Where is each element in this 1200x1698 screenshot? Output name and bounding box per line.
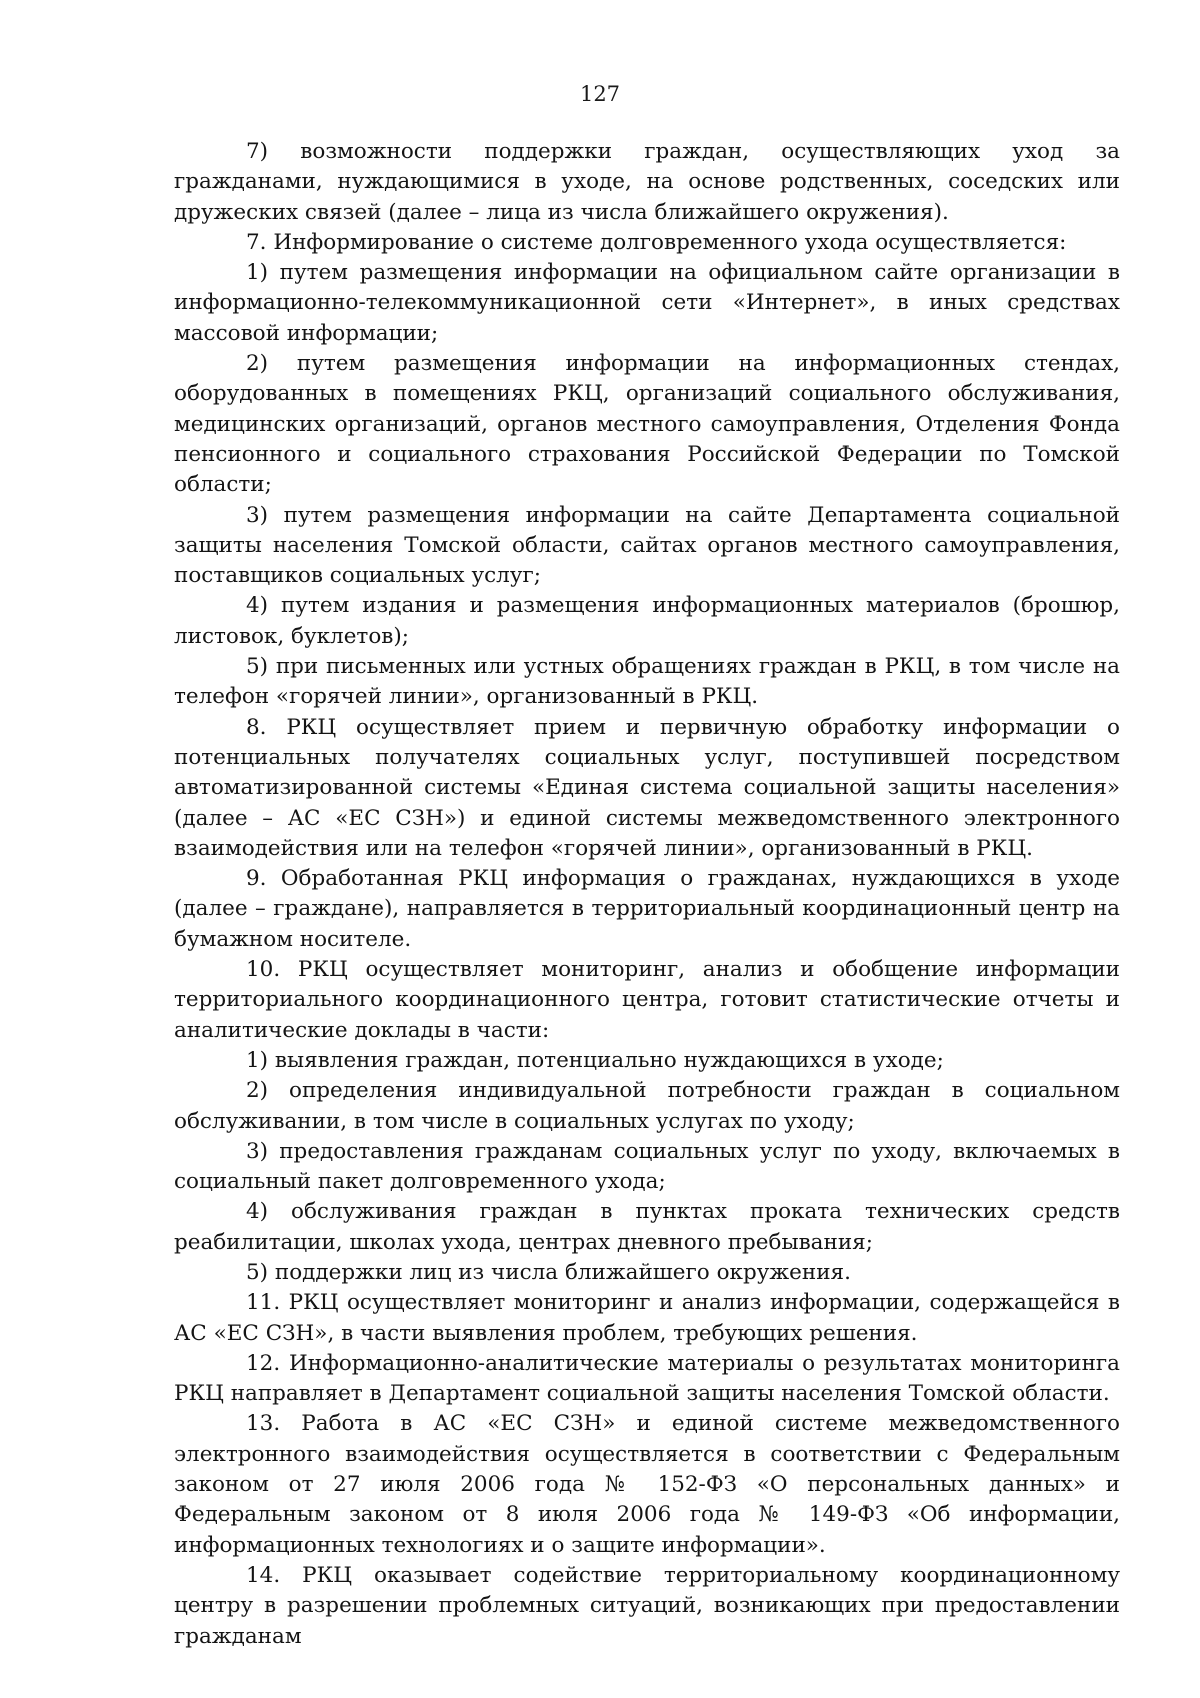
paragraph: 2) определения индивидуальной потребности граждан в социальном обслуживании, в том числе в социальных услугах по уходу;: [174, 1078, 1120, 1134]
paragraph: 4) путем издания и размещения информационных материалов (брошюр, листовок, буклетов);: [174, 593, 1120, 649]
paragraph: 7) возможности поддержки граждан, осуществляющих уход за гражданами, нуждающимися в уходе, на основе родственных, соседских или дружеских связей (далее – лица из числа ближайшего окружения).: [174, 139, 1120, 225]
paragraph: 12. Информационно-аналитические материалы о результатах мониторинга РКЦ направляет в Департамент социальной защиты населения Томской области.: [174, 1350, 1120, 1407]
paragraph: 13. Работа в АС «ЕС СЗН» и единой системе межведомственного электронного взаимодействия осуществляется в соответствии с Федеральным законом от 27 июля 2006 года № 152-ФЗ «О персональных данных» и Федеральным законом от 8 июля 2006 года № 149-ФЗ «Об информации, информационных технологиях и о защите информации».: [174, 1411, 1120, 1558]
paragraph: 10. РКЦ осуществляет мониторинг, анализ и обобщение информации территориального координационного центра, готовит статистические отчеты и аналитические доклады в части:: [174, 957, 1120, 1043]
paragraph: 14. РКЦ оказывает содействие территориальному координационному центру в разрешении проблемных ситуаций, возникающих при предоставлении гражданам: [174, 1562, 1120, 1649]
paragraph: 11. РКЦ осуществляет мониторинг и анализ информации, содержащейся в АС «ЕС СЗН», в части выявления проблем, требующих решения.: [174, 1290, 1120, 1346]
paragraph: 1) выявления граждан, потенциально нуждающихся в уходе;: [246, 1047, 944, 1073]
paragraph: 4) обслуживания граждан в пунктах проката технических средств реабилитации, школах ухода, центрах дневного пребывания;: [174, 1199, 1120, 1255]
paragraph: 9. Обработанная РКЦ информация о гражданах, нуждающихся в уходе (далее – граждане), направляется в территориальный координационный центр на бумажном носителе.: [174, 866, 1120, 952]
paragraph: 2) путем размещения информации на информационных стендах, оборудованных в помещениях РКЦ, организаций социального обслуживания, медицинских организаций, органов местного самоуправления, Отделения Фонда пенсионного и социального страхования Российской Федерации по Томской области;: [174, 351, 1120, 498]
paragraph: 7. Информирование о системе долговременного ухода осуществляется:: [246, 229, 1067, 255]
paragraph: 5) поддержки лиц из числа ближайшего окружения.: [246, 1259, 851, 1285]
paragraph: 3) предоставления гражданам социальных услуг по уходу, включаемых в социальный пакет долговременного ухода;: [174, 1138, 1120, 1195]
paragraph: 8. РКЦ осуществляет прием и первичную обработку информации о потенциальных получателях социальных услуг, поступившей посредством автоматизированной системы «Единая система социальной защиты населения» (далее – АС «ЕС СЗН») и единой системы межведомственного электронного взаимодействия или на телефон «горячей линии», организованный в РКЦ.: [174, 714, 1120, 861]
page-number: 127: [579, 82, 621, 106]
paragraph: 3) путем размещения информации на сайте Департамента социальной защиты населения Томской области, сайтах органов местного самоуправления, поставщиков социальных услуг;: [174, 502, 1120, 589]
paragraph: 1) путем размещения информации на официальном сайте организации в информационно-телекоммуникационной сети «Интернет», в иных средствах массовой информации;: [174, 260, 1120, 346]
paragraph: 5) при письменных или устных обращениях граждан в РКЦ, в том числе на телефон «горячей линии», организованный в РКЦ.: [174, 654, 1120, 710]
document-body: [174, 137, 1120, 1652]
